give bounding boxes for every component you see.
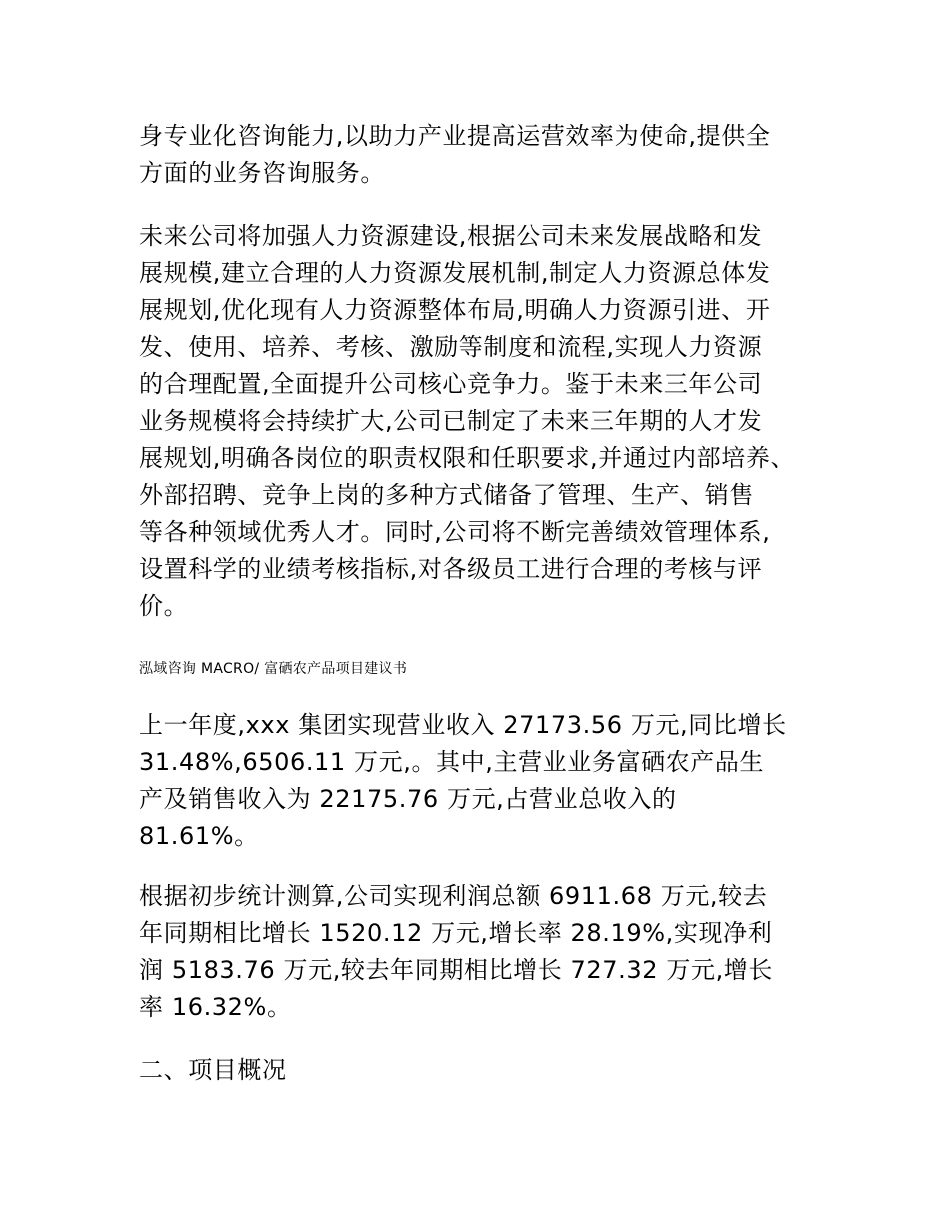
paragraph-human-resources (139, 218, 795, 625)
text-line: 身专业化咨询能力,以助力产业提高运营效率为使命,提供全 (139, 122, 771, 150)
text-line: 润 5183.76 万元,较去年同期相比增长 727.32 万元,增长 (139, 956, 773, 984)
text-line: 设置科学的业绩考核指标,对各级员工进行合理的考核与评 (139, 555, 763, 583)
text-line: 等各种领域优秀人才。同时,公司将不断完善绩效管理体系, (139, 518, 771, 546)
text-line: 外部招聘、竞争上岗的多种方式储备了管理、生产、销售 (139, 481, 754, 509)
text-line: 的合理配置,全面提升公司核心竞争力。鉴于未来三年公司 (139, 370, 763, 398)
paragraph-consulting-services (139, 118, 770, 192)
text-line: 上一年度,xxx 集团实现营业收入 27173.56 万元,同比增长 (139, 711, 787, 739)
text-line: 根据初步统计测算,公司实现利润总额 6911.68 万元,较去 (139, 882, 768, 910)
text-line: 产及销售收入为 22175.76 万元,占营业总收入的 (139, 785, 677, 813)
running-header-note: 泓域咨询 MACRO/ 富硒农产品项目建议书 (139, 661, 408, 677)
text-line: 展规模,建立合理的人力资源发展机制,制定人力资源总体发 (139, 259, 771, 287)
text-line: 展规划,优化现有人力资源整体布局,明确人力资源引进、开 (139, 296, 771, 324)
text-line: 未来公司将加强人力资源建设,根据公司未来发展战略和发 (139, 222, 763, 250)
text-line: 81.61%。 (139, 822, 259, 850)
text-line: 率 16.32%。 (139, 993, 292, 1021)
paragraph-revenue (139, 707, 787, 855)
text-line: 业务规模将会持续扩大,公司已制定了未来三年期的人才发 (139, 407, 763, 435)
paragraph-profit (139, 878, 773, 1026)
text-line: 价。 (139, 592, 189, 620)
text-line: 方面的业务咨询服务。 (139, 159, 385, 187)
text-line: 展规划,明确各岗位的职责权限和任职要求,并通过内部培养、 (139, 444, 796, 472)
text-line: 年同期相比增长 1520.12 万元,增长率 28.19%,实现净利 (139, 919, 773, 947)
text-line: 发、使用、培养、考核、激励等制度和流程,实现人力资源 (139, 333, 763, 361)
text-line: 31.48%,6506.11 万元,。其中,主营业业务富硒农产品生 (139, 748, 765, 776)
section-heading: 二、项目概况 (139, 1056, 287, 1084)
